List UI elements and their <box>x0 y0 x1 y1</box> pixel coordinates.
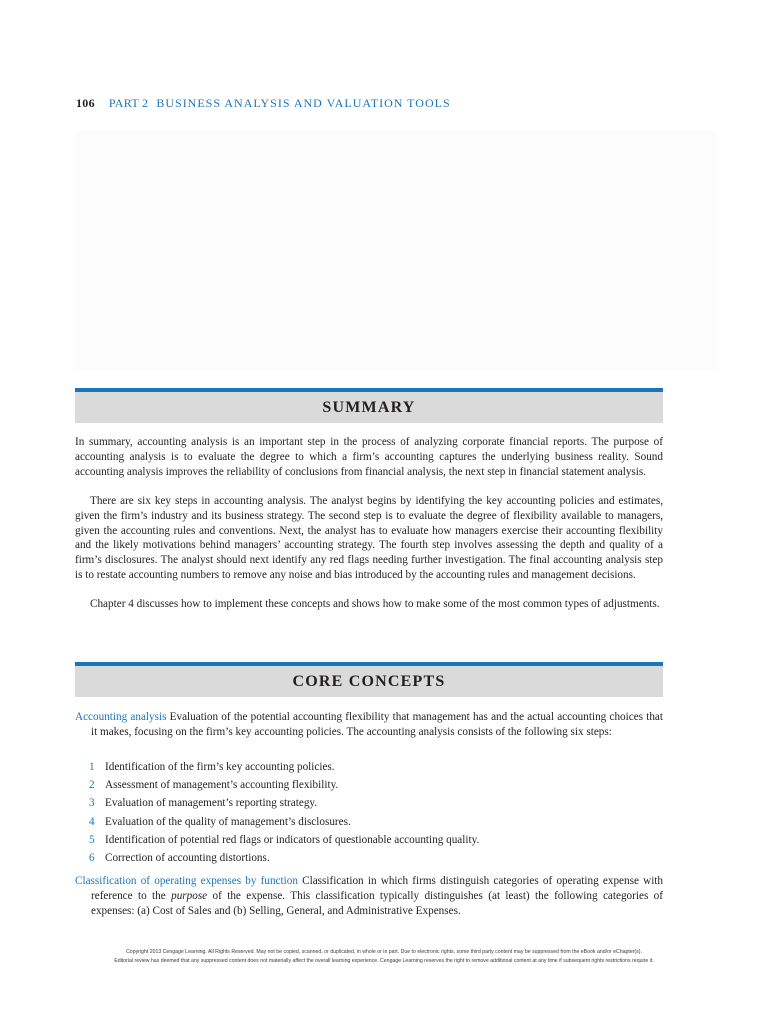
step-text: Identification of the firm’s key accounting policies. <box>105 761 335 773</box>
core-concepts-heading: CORE CONCEPTS <box>292 672 446 690</box>
classification-definition <box>75 874 663 918</box>
step-number: 5 <box>89 833 95 846</box>
core-concepts-heading-bar <box>75 662 663 697</box>
list-item <box>89 833 479 851</box>
step-number: 6 <box>89 851 95 864</box>
part-title: BUSINESS ANALYSIS AND VALUATION TOOLS <box>156 96 451 110</box>
accounting-analysis-definition <box>75 710 663 740</box>
list-item <box>89 815 479 833</box>
classification-text-before: Classification in which firms distinguish categories of operating expense with reference to the <box>91 875 663 902</box>
step-text: Correction of accounting distortions. <box>105 851 270 864</box>
summary-heading-bar <box>75 388 663 423</box>
step-text: Evaluation of the quality of management’s disclosures. <box>105 815 351 828</box>
blank-content-area <box>76 130 716 370</box>
step-number: 1 <box>89 761 95 773</box>
classification-emphasis: purpose <box>171 889 208 902</box>
list-item <box>89 760 479 778</box>
part-label: PART 2 <box>108 96 149 110</box>
list-item <box>89 796 479 814</box>
accounting-analysis-text: Evaluation of the potential accounting flexibility that management has and the actual accounting choices that it makes, focusing on the firm’s key accounting policies. The accounting analysis consists of the following six steps: <box>91 711 663 738</box>
copyright-line-1: Copyright 2013 Cengage Learning. All Rights Reserved. May not be copied, scanned, or duplicated, in whole or in part. Due to electronic rights, some third party content may be suppressed from the eBook and/or eChapter(s). <box>126 949 642 955</box>
summary-paragraph-1: In summary, accounting analysis is an important step in the process of analyzing corporate financial reports. The purpose of accounting analysis is to evaluate the degree to which a firm’s accounting captures the underlying business reality. Sound accounting analysis improves the reliability of conclusions from financial analysis, the next step in financial statement analysis. <box>75 436 663 478</box>
step-number: 3 <box>89 797 95 810</box>
step-text: Evaluation of management’s reporting strategy. <box>105 797 318 810</box>
summary-paragraph-3: Chapter 4 discusses how to implement these concepts and shows how to make some of the most common types of adjustments. <box>90 598 660 610</box>
page-number: 106 <box>76 96 95 110</box>
step-text: Identification of potential red flags or indicators of questionable accounting quality. <box>105 833 480 846</box>
accounting-analysis-steps <box>89 760 479 869</box>
classification-text-after: of the expense. This classification typically distinguishes (at least) the following categories of expenses: (a) Cost of Sales and (b) Selling, General, and Administrative Expenses. <box>91 889 663 917</box>
step-text: Assessment of management’s accounting flexibility. <box>105 779 339 792</box>
summary-paragraph-2: There are six key steps in accounting analysis. The analyst begins by identifying the key accounting policies and estimates, given the firm’s industry and its business strategy. The second step is to evaluate the degree of flexibility available to managers, given the accounting rules and conventions. Next, the analyst has to evaluate how managers exercise their accounting flexibility and the likely motivations behind managers’ accounting strategy. The fourth step involves assessing the depth and quality of a firm’s disclosures. The analyst should next identify any red flags needing further investigation. The final accounting analysis step is to restate accounting numbers to remove any noise and bias introduced by the accounting rules and management decisions. <box>75 495 663 581</box>
step-number: 2 <box>89 779 95 792</box>
list-item <box>89 851 479 869</box>
step-number: 4 <box>89 815 95 828</box>
classification-term: Classification of operating expenses by function <box>75 875 298 887</box>
copyright-line-2: Editorial review has deemed that any suppressed content does not materially affect the overall learning experience. Cengage Learning reserves the right to remove additional content at any time if subsequent rights restrictions require it. <box>114 958 654 964</box>
summary-heading: SUMMARY <box>322 398 416 416</box>
list-item <box>89 778 479 796</box>
running-header <box>76 96 451 111</box>
accounting-analysis-term: Accounting analysis <box>75 711 167 723</box>
